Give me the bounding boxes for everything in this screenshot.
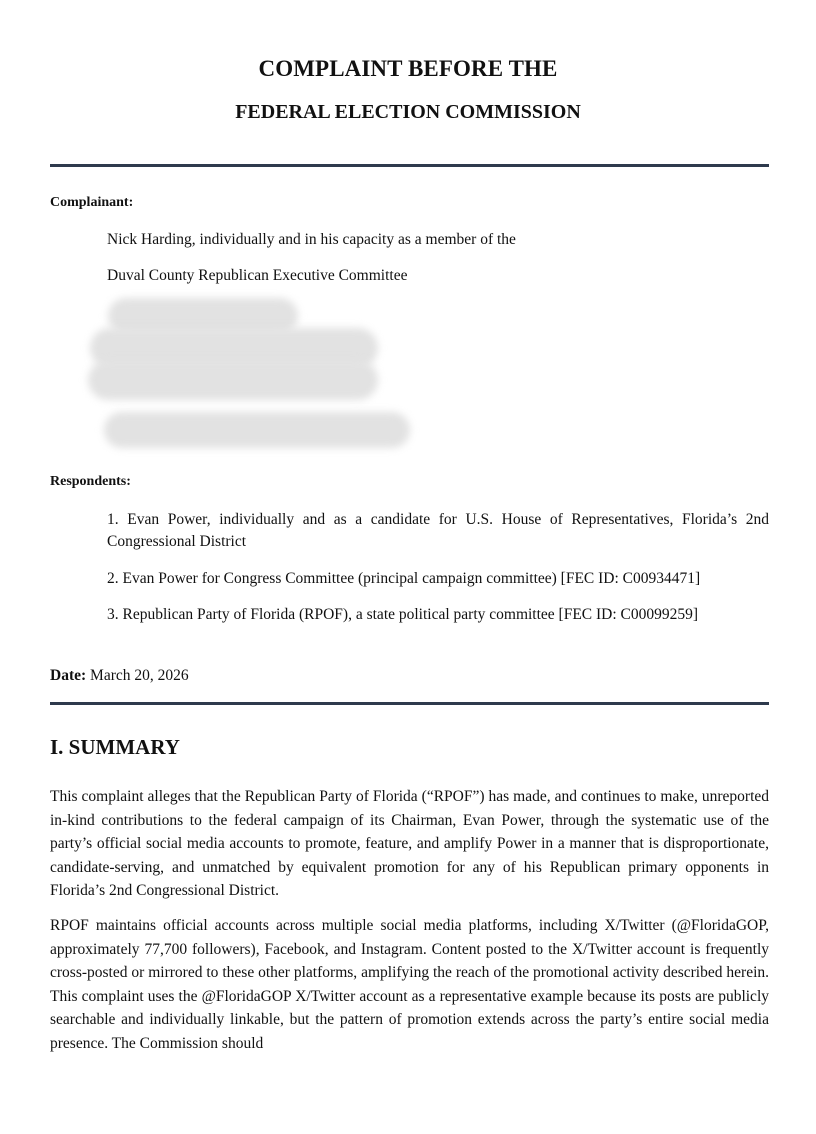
respondent-item: 3. Republican Party of Florida (RPOF), a state political party committee [FEC ID: C00099259]	[107, 606, 699, 623]
section-heading: I. SUMMARY	[50, 735, 180, 759]
document-title: COMPLAINT BEFORE THE	[258, 56, 558, 81]
date-label: Date:	[50, 667, 87, 684]
redaction-mark	[88, 360, 378, 400]
filing-date	[50, 667, 189, 685]
respondent-item: 2. Evan Power for Congress Committee (principal campaign committee) [FEC ID: C00934471]	[107, 570, 701, 587]
complainant-label: Complainant:	[50, 195, 134, 210]
document-subtitle: FEDERAL ELECTION COMMISSION	[235, 101, 581, 123]
redaction-mark	[104, 412, 410, 448]
complainant-line: Nick Harding, individually and in his capacity as a member of the	[107, 231, 516, 248]
summary-paragraph: This complaint alleges that the Republican Party of Florida (“RPOF”) has made, and continues to make, unreported in-kind contributions to the federal campaign of its Chairman, Evan Power, through the systematic use of the party’s official social media accounts to promote, feature, and amplify Power in a manner that is disproportionate, candidate-serving, and unmatched by equivalent promotion for any of his Republican primary opponents in Florida’s 2nd Congressional District.	[50, 788, 769, 899]
respondents-label: Respondents:	[50, 474, 131, 489]
section-divider	[50, 702, 769, 705]
summary-paragraph: RPOF maintains official accounts across multiple social media platforms, including X/Twitter (@FloridaGOP, approximately 77,700 followers), Facebook, and Instagram. Content posted to the X/Twitter account is frequently cross-posted or mirrored to these other platforms, amplifying the reach of the promotional activity described herein. This complaint uses the @FloridaGOP X/Twitter account as a representative example because its posts are publicly searchable and individually linkable, but the pattern of promotion extends across the party’s entire social media presence. The Commission should	[50, 917, 769, 1052]
complainant-line: Duval County Republican Executive Committee	[107, 267, 408, 284]
date-value: March 20, 2026	[86, 667, 189, 684]
header-divider	[50, 164, 769, 167]
respondent-item: 1. Evan Power, individually and as a candidate for U.S. House of Representatives, Florida’s 2nd Congressional District	[107, 511, 769, 550]
